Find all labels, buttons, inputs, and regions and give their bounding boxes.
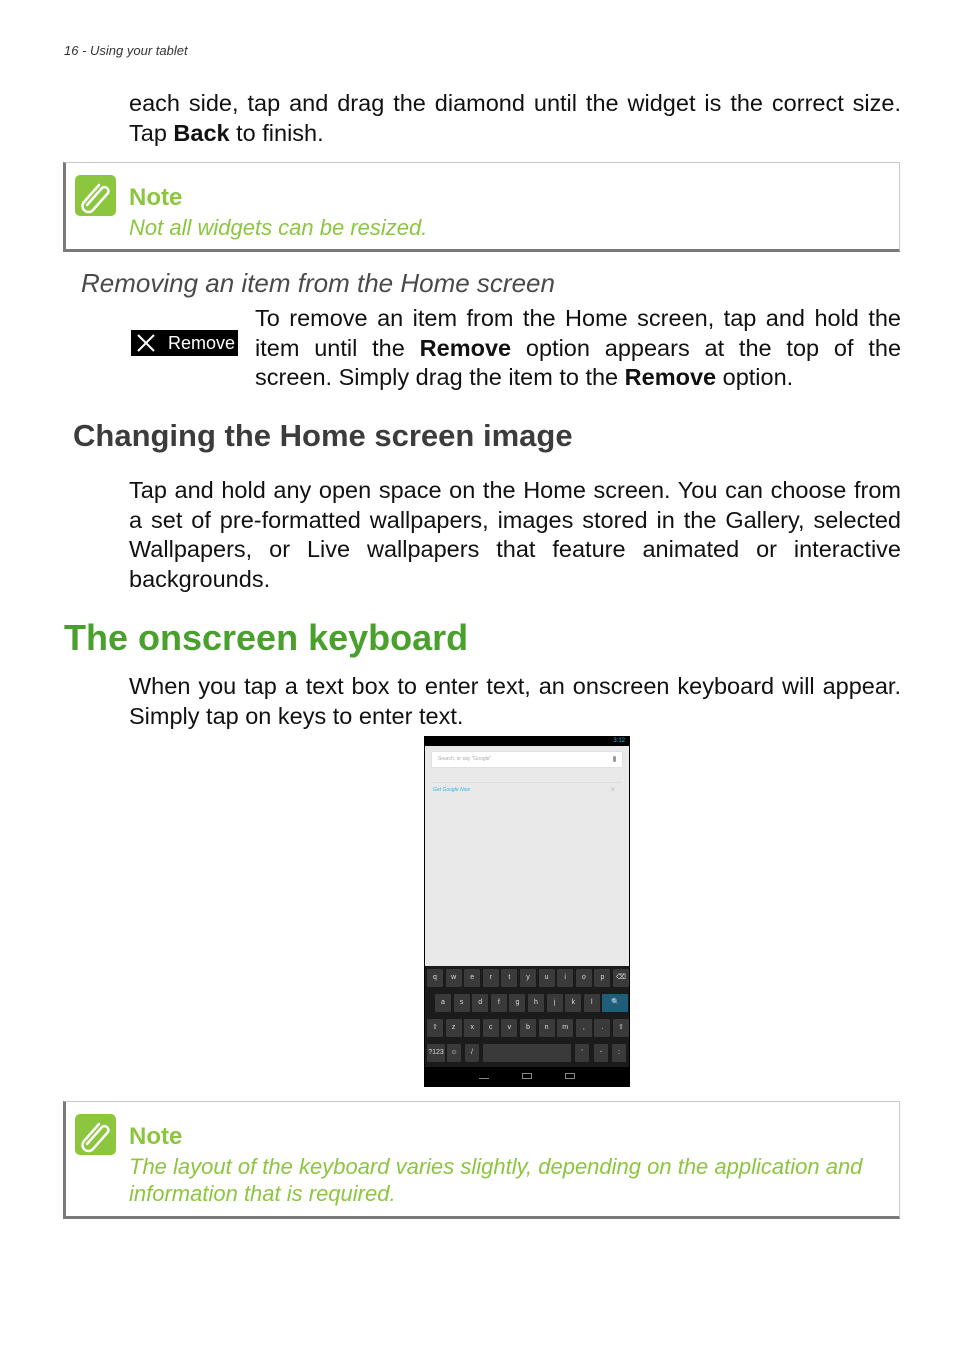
space-key[interactable] xyxy=(483,1044,571,1062)
keyboard-key[interactable]: j xyxy=(547,994,563,1012)
keyboard-key[interactable]: - xyxy=(594,1044,608,1062)
nav-bar xyxy=(425,1067,629,1086)
keyboard-paragraph: When you tap a text box to enter text, an onscreen keyboard will appear. Simply tap on keys to enter text. xyxy=(129,673,901,729)
back-icon[interactable] xyxy=(479,1073,489,1079)
intro-text-1: each side, tap and drag the diamond until the widget is the correct size. Tap xyxy=(129,90,901,146)
keyboard-key[interactable]: ⌫ xyxy=(613,969,629,987)
keyboard-key[interactable]: s xyxy=(454,994,470,1012)
heading-onscreen-keyboard: The onscreen keyboard xyxy=(64,617,469,658)
keyboard-key[interactable]: i xyxy=(557,969,573,987)
keyboard-key[interactable]: v xyxy=(501,1019,517,1037)
keyboard-key[interactable]: f xyxy=(491,994,507,1012)
heading-home-image: Changing the Home screen image xyxy=(73,418,573,453)
keyboard-key[interactable]: , xyxy=(576,1019,592,1037)
onscreen-keyboard xyxy=(425,966,629,1069)
keyboard-key[interactable]: ?123 xyxy=(427,1044,445,1062)
keyboard-row xyxy=(425,991,629,1013)
subheading-removing: Removing an item from the Home screen xyxy=(81,268,555,298)
keyboard-key[interactable]: / xyxy=(465,1044,479,1062)
keyboard-key[interactable]: . xyxy=(594,1019,610,1037)
note-box-2 xyxy=(63,1101,900,1219)
keyboard-key[interactable]: l xyxy=(584,994,600,1012)
keyboard-key[interactable]: x xyxy=(464,1019,480,1037)
keyboard-key[interactable]: y xyxy=(520,969,536,987)
paperclip-icon xyxy=(75,175,116,216)
close-icon xyxy=(134,331,158,355)
note-box-1 xyxy=(63,162,900,252)
status-time: 3:12 xyxy=(613,738,625,744)
keyboard-key[interactable]: p xyxy=(594,969,610,987)
keyboard-key[interactable]: d xyxy=(472,994,488,1012)
note-title: Note xyxy=(129,184,183,211)
keyboard-key[interactable]: o xyxy=(576,969,592,987)
keyboard-key[interactable]: r xyxy=(483,969,499,987)
recents-icon[interactable] xyxy=(565,1073,575,1079)
search-input[interactable] xyxy=(432,752,622,767)
keyboard-key[interactable]: q xyxy=(427,969,443,987)
remove-badge xyxy=(131,330,238,356)
keyboard-key[interactable]: 🔍 xyxy=(602,994,628,1012)
keyboard-key[interactable]: b xyxy=(520,1019,536,1037)
keyboard-row xyxy=(425,966,629,988)
paperclip-icon xyxy=(75,1114,116,1155)
keyboard-key[interactable]: ⇧ xyxy=(427,1019,443,1037)
note-text: Not all widgets can be resized. xyxy=(129,215,428,240)
keyboard-key[interactable]: n xyxy=(539,1019,555,1037)
note-text: The layout of the keyboard varies slightly, depending on the application and information that is required. xyxy=(129,1154,863,1206)
remove-badge-label: Remove xyxy=(168,332,236,353)
divider xyxy=(432,782,622,783)
home-image-paragraph: Tap and hold any open space on the Home screen. You can choose from a set of pre-formatted wallpapers, images stored in the Gallery, selected Wallpapers, or Live wallpapers that feature animated or interactive backgrounds. xyxy=(129,477,901,593)
remove-text-3: option. xyxy=(716,364,794,391)
note-title: Note xyxy=(129,1123,183,1150)
keyboard-key[interactable]: k xyxy=(565,994,581,1012)
intro-paragraph xyxy=(129,89,901,148)
keyboard-key[interactable]: t xyxy=(501,969,517,987)
keyboard-key[interactable]: g xyxy=(509,994,525,1012)
keyboard-key[interactable]: c xyxy=(483,1019,499,1037)
keyboard-key[interactable]: : xyxy=(612,1044,626,1062)
keyboard-key[interactable]: m xyxy=(557,1019,573,1037)
status-bar xyxy=(425,737,629,746)
intro-text-2: to finish. xyxy=(229,119,324,146)
keyboard-key[interactable]: a xyxy=(435,994,451,1012)
remove-bold-1: Remove xyxy=(419,334,512,361)
keyboard-row xyxy=(425,1041,629,1063)
mic-icon[interactable] xyxy=(613,756,616,762)
page-header: 16 - Using your tablet xyxy=(64,43,188,58)
keyboard-key[interactable]: u xyxy=(539,969,555,987)
tablet-screenshot xyxy=(424,736,630,1087)
keyboard-row xyxy=(425,1016,629,1038)
keyboard-key[interactable]: ⇧ xyxy=(613,1019,629,1037)
home-icon[interactable] xyxy=(522,1073,532,1079)
keyboard-key[interactable]: e xyxy=(464,969,480,987)
keyboard-key[interactable]: ' xyxy=(575,1044,589,1062)
keyboard-key[interactable]: h xyxy=(528,994,544,1012)
remove-paragraph xyxy=(255,304,901,393)
intro-bold: Back xyxy=(173,119,230,146)
remove-text-2: option appears at the top of the screen. Simply drag the item to the xyxy=(255,334,902,391)
search-placeholder: Search, or say "Google" xyxy=(438,756,492,762)
keyboard-key[interactable]: w xyxy=(446,969,462,987)
keyboard-key[interactable]: ☺ xyxy=(447,1044,461,1062)
remove-text-1: To remove an item from the Home screen, tap and hold the item until the xyxy=(255,305,901,361)
keyboard-key[interactable]: z xyxy=(446,1019,462,1037)
google-now-link[interactable]: Get Google Now xyxy=(433,787,470,793)
remove-bold-2: Remove xyxy=(624,364,717,391)
dismiss-icon[interactable]: × xyxy=(610,785,615,794)
